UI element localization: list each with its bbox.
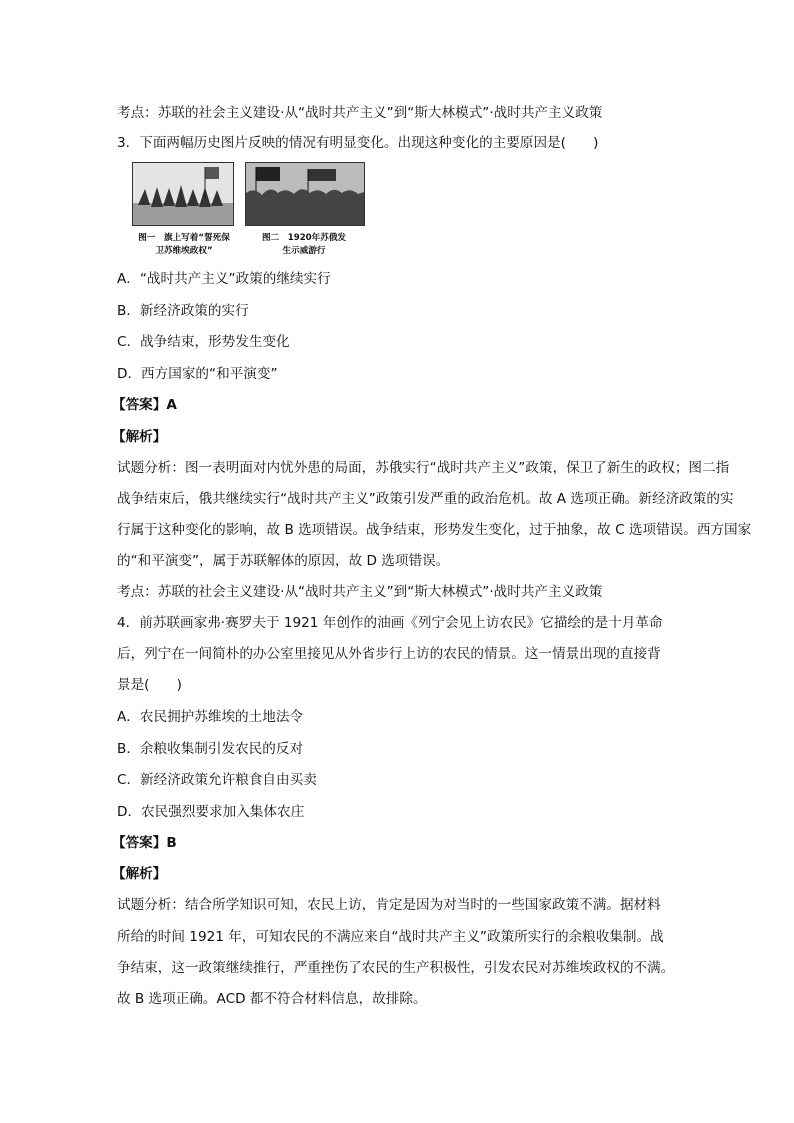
option-a: A．“战时共产主义”政策的继续实行 (117, 271, 331, 287)
analysis-line: 所给的时间 1921 年，可知农民的不满应来自“战时共产主义”政策所实行的余粮收集制。战 (117, 929, 664, 945)
answer-label: 【答案】A (112, 397, 177, 413)
option-c: C．新经济政策允许粮食自由买卖 (117, 772, 317, 788)
historical-figures (132, 162, 372, 262)
option-c: C．战争结束，形势发生变化 (117, 334, 290, 350)
question-4-stem: 后，列宁在一间简朴的办公室里接见从外省步行上访的农民的情景。这一情景出现的直接背 (117, 646, 661, 662)
option-d: D．西方国家的“和平演变” (117, 366, 278, 382)
analysis-label: 【解析】 (112, 866, 167, 882)
text-line-knowledge-point: 考点：苏联的社会主义建设·从“战时共产主义”到“斯大林模式”·战时共产主义政策 (117, 105, 603, 121)
analysis-line: 争结束，这一政策继续推行，严重挫伤了农民的生产积极性，引发农民对苏维埃政权的不满。 (117, 960, 675, 976)
question-4-stem: 4．前苏联画家弗·赛罗夫于 1921 年创作的油画《列宁会见上访农民》它描绘的是十月革命 (117, 615, 663, 631)
figure-2-caption: 图二 1920年苏俄发 生示威游行 (261, 233, 347, 256)
analysis-line: 故 B 选项正确。ACD 都不符合材料信息，故排除。 (117, 991, 427, 1007)
analysis-line: 试题分析：图一表明面对内忧外患的局面，苏俄实行“战时共产主义”政策，保卫了新生的政权；图二指 (117, 460, 730, 476)
option-b: B．新经济政策的实行 (117, 303, 249, 319)
answer-label: 【答案】B (112, 835, 177, 851)
option-b: B．余粮收集制引发农民的反对 (117, 741, 304, 757)
figure-2-image (245, 162, 365, 226)
analysis-label: 【解析】 (112, 429, 167, 445)
figure-1-image (132, 162, 234, 226)
option-d: D．农民强烈要求加入集体农庄 (117, 804, 305, 820)
question-3-stem: 3．下面两幅历史图片反映的情况有明显变化。出现这种变化的主要原因是( ) (117, 135, 599, 151)
analysis-line: 行属于这种变化的影响，故 B 选项错误。战争结束，形势发生变化，过于抽象，故 C 选项错误。西方国家 (117, 522, 752, 538)
option-a: A．农民拥护苏维埃的土地法令 (117, 709, 304, 725)
analysis-line: 试题分析：结合所学知识可知，农民上访，肯定是因为对当时的一些国家政策不满。据材料 (117, 897, 661, 913)
analysis-line: 战争结束后，俄共继续实行“战时共产主义”政策引发严重的政治危机。故 A 选项正确。新经济政策的实 (117, 491, 734, 507)
analysis-line: 的“和平演变”，属于苏联解体的原因，故 D 选项错误。 (117, 553, 450, 569)
figure-1-caption: 图一 旗上写着“誓死保 卫苏维埃政权” (138, 233, 230, 256)
text-line-knowledge-point: 考点：苏联的社会主义建设·从“战时共产主义”到“斯大林模式”·战时共产主义政策 (117, 584, 603, 600)
question-4-stem: 景是( ) (117, 677, 182, 693)
